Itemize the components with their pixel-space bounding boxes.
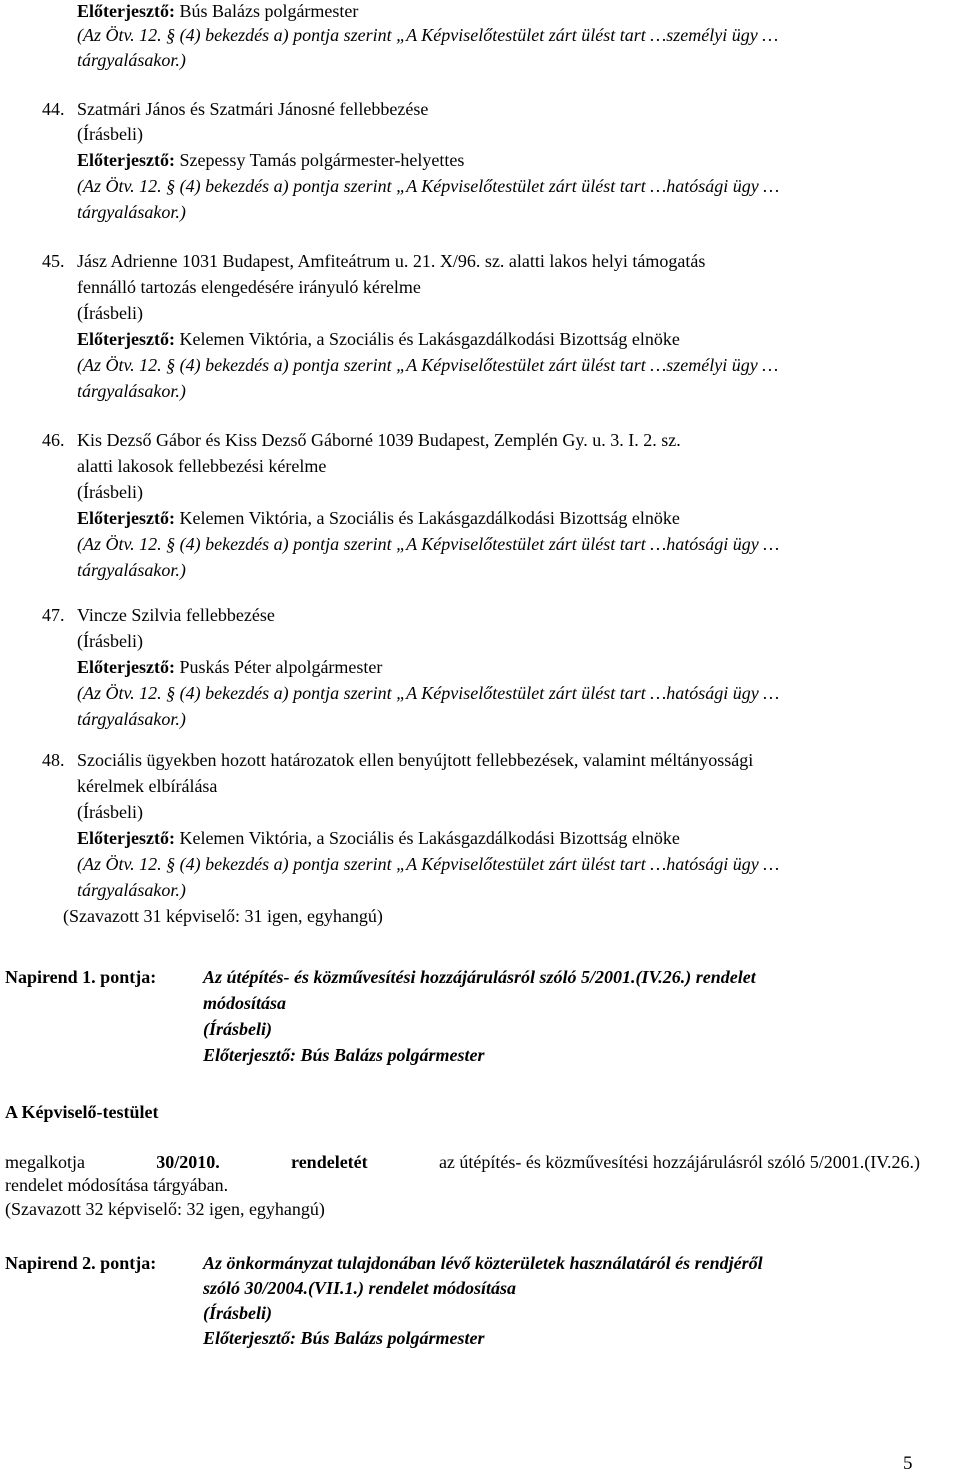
item-presenter — [77, 507, 680, 529]
item-title: Szatmári János és Szatmári Jánosné fellebbezése — [77, 99, 429, 119]
agenda-title-cont: szóló 30/2004.(VII.1.) rendelet módosítása — [203, 1278, 517, 1298]
agenda-presenter: Előterjesztő: Bús Balázs polgármester — [203, 1045, 485, 1065]
vote-result: (Szavazott 31 képviselő: 31 igen, egyhangú) — [63, 906, 383, 926]
agenda-label: Napirend 2. pontja: — [5, 1253, 157, 1273]
item-title: Kis Dezső Gábor és Kiss Dezső Gáborné 1039 Budapest, Zemplén Gy. u. 3. I. 2. sz. — [77, 430, 681, 450]
decree-line-cont: rendelet módosítása tárgyában. — [5, 1175, 229, 1195]
item-type: (Írásbeli) — [77, 802, 143, 822]
item-legal-end: tárgyalásakor.) — [77, 381, 186, 401]
item-legal-end: tárgyalásakor.) — [77, 709, 186, 729]
agenda-type: (Írásbeli) — [203, 1019, 272, 1039]
decree-label: rendeletét — [291, 1152, 368, 1172]
decree-verb: megalkotja — [5, 1152, 85, 1172]
item-legal-line: (Az Ötv. 12. § (4) bekezdés a) pontja szerint „A Képviselőtestület zárt ülést tart …hatósági ügy … — [77, 683, 780, 703]
item-type: (Írásbeli) — [77, 124, 143, 144]
agenda-presenter: Előterjesztő: Bús Balázs polgármester — [203, 1328, 485, 1348]
item-legal-end: tárgyalásakor.) — [77, 880, 186, 900]
item-legal-line: (Az Ötv. 12. § (4) bekezdés a) pontja szerint „A Képviselőtestület zárt ülést tart …személyi ügy … — [77, 355, 779, 375]
item-number: 47. — [42, 605, 65, 625]
item-number: 48. — [42, 750, 65, 770]
presenter-name: Szepessy Tamás polgármester-helyettes — [179, 150, 465, 170]
item-title-cont: fennálló tartozás elengedésére irányuló kérelme — [77, 277, 421, 297]
item-presenter — [77, 328, 680, 350]
agenda-title: Az önkormányzat tulajdonában lévő közterületek használatáról és rendjéről — [203, 1253, 763, 1273]
item-legal-line: (Az Ötv. 12. § (4) bekezdés a) pontja szerint „A Képviselőtestület zárt ülést tart …hatósági ügy … — [77, 854, 780, 874]
presenter-label: Előterjesztő: — [77, 329, 175, 349]
item-legal-line: (Az Ötv. 12. § (4) bekezdés a) pontja szerint „A Képviselőtestület zárt ülést tart …hatósági ügy … — [77, 176, 780, 196]
item-type: (Írásbeli) — [77, 631, 143, 651]
item-number: 46. — [42, 430, 65, 450]
presenter-label: Előterjesztő: — [77, 150, 175, 170]
item-title-cont: alatti lakosok fellebbezési kérelme — [77, 456, 327, 476]
item-legal-line: (Az Ötv. 12. § (4) bekezdés a) pontja szerint „A Képviselőtestület zárt ülést tart …hatósági ügy … — [77, 534, 780, 554]
item-title: Jász Adrienne 1031 Budapest, Amfiteátrum u. 21. X/96. sz. alatti lakos helyi támogatás — [77, 251, 706, 271]
presenter-label: Előterjesztő: — [77, 508, 175, 528]
item-number: 45. — [42, 251, 65, 271]
item-type: (Írásbeli) — [77, 482, 143, 502]
item-presenter — [77, 827, 680, 849]
presenter-name: Puskás Péter alpolgármester — [179, 657, 383, 677]
item-presenter — [77, 149, 464, 171]
top-presenter-line — [77, 0, 358, 22]
item-legal-end: tárgyalásakor.) — [77, 202, 186, 222]
decree-subject: az útépítés- és közművesítési hozzájárulásról szóló 5/2001.(IV.26.) — [438, 1152, 920, 1172]
item-presenter — [77, 656, 382, 678]
agenda-title-cont: módosítása — [203, 993, 287, 1013]
decree-number: 30/2010. — [156, 1152, 220, 1172]
agenda-type: (Írásbeli) — [203, 1303, 272, 1323]
decree-line — [5, 1151, 920, 1173]
item-title-cont: kérelmek elbírálása — [77, 776, 218, 796]
presenter-name: Bús Balázs polgármester — [179, 1, 359, 21]
item-title: Vincze Szilvia fellebbezése — [77, 605, 275, 625]
presenter-label: Előterjesztő: — [77, 1, 175, 21]
presenter-label: Előterjesztő: — [77, 657, 175, 677]
presenter-name: Kelemen Viktória, a Szociális és Lakásgazdálkodási Bizottság elnöke — [179, 828, 680, 848]
top-legal-end: tárgyalásakor.) — [77, 50, 186, 70]
presenter-name: Kelemen Viktória, a Szociális és Lakásgazdálkodási Bizottság elnöke — [179, 329, 680, 349]
vote-result: (Szavazott 32 képviselő: 32 igen, egyhangú) — [5, 1199, 325, 1219]
agenda-title: Az útépítés- és közművesítési hozzájárulásról szóló 5/2001.(IV.26.) rendelet — [203, 967, 756, 987]
page-number: 5 — [903, 1453, 913, 1474]
item-type: (Írásbeli) — [77, 303, 143, 323]
council-heading: A Képviselő-testület — [5, 1102, 159, 1122]
presenter-name: Kelemen Viktória, a Szociális és Lakásgazdálkodási Bizottság elnöke — [179, 508, 680, 528]
agenda-label: Napirend 1. pontja: — [5, 967, 157, 987]
item-legal-end: tárgyalásakor.) — [77, 560, 186, 580]
top-legal-line: (Az Ötv. 12. § (4) bekezdés a) pontja szerint „A Képviselőtestület zárt ülést tart …személyi ügy … — [77, 25, 779, 45]
item-title: Szociális ügyekben hozott határozatok ellen benyújtott fellebbezések, valamint méltányossági — [77, 750, 754, 770]
item-number: 44. — [42, 99, 65, 119]
presenter-label: Előterjesztő: — [77, 828, 175, 848]
